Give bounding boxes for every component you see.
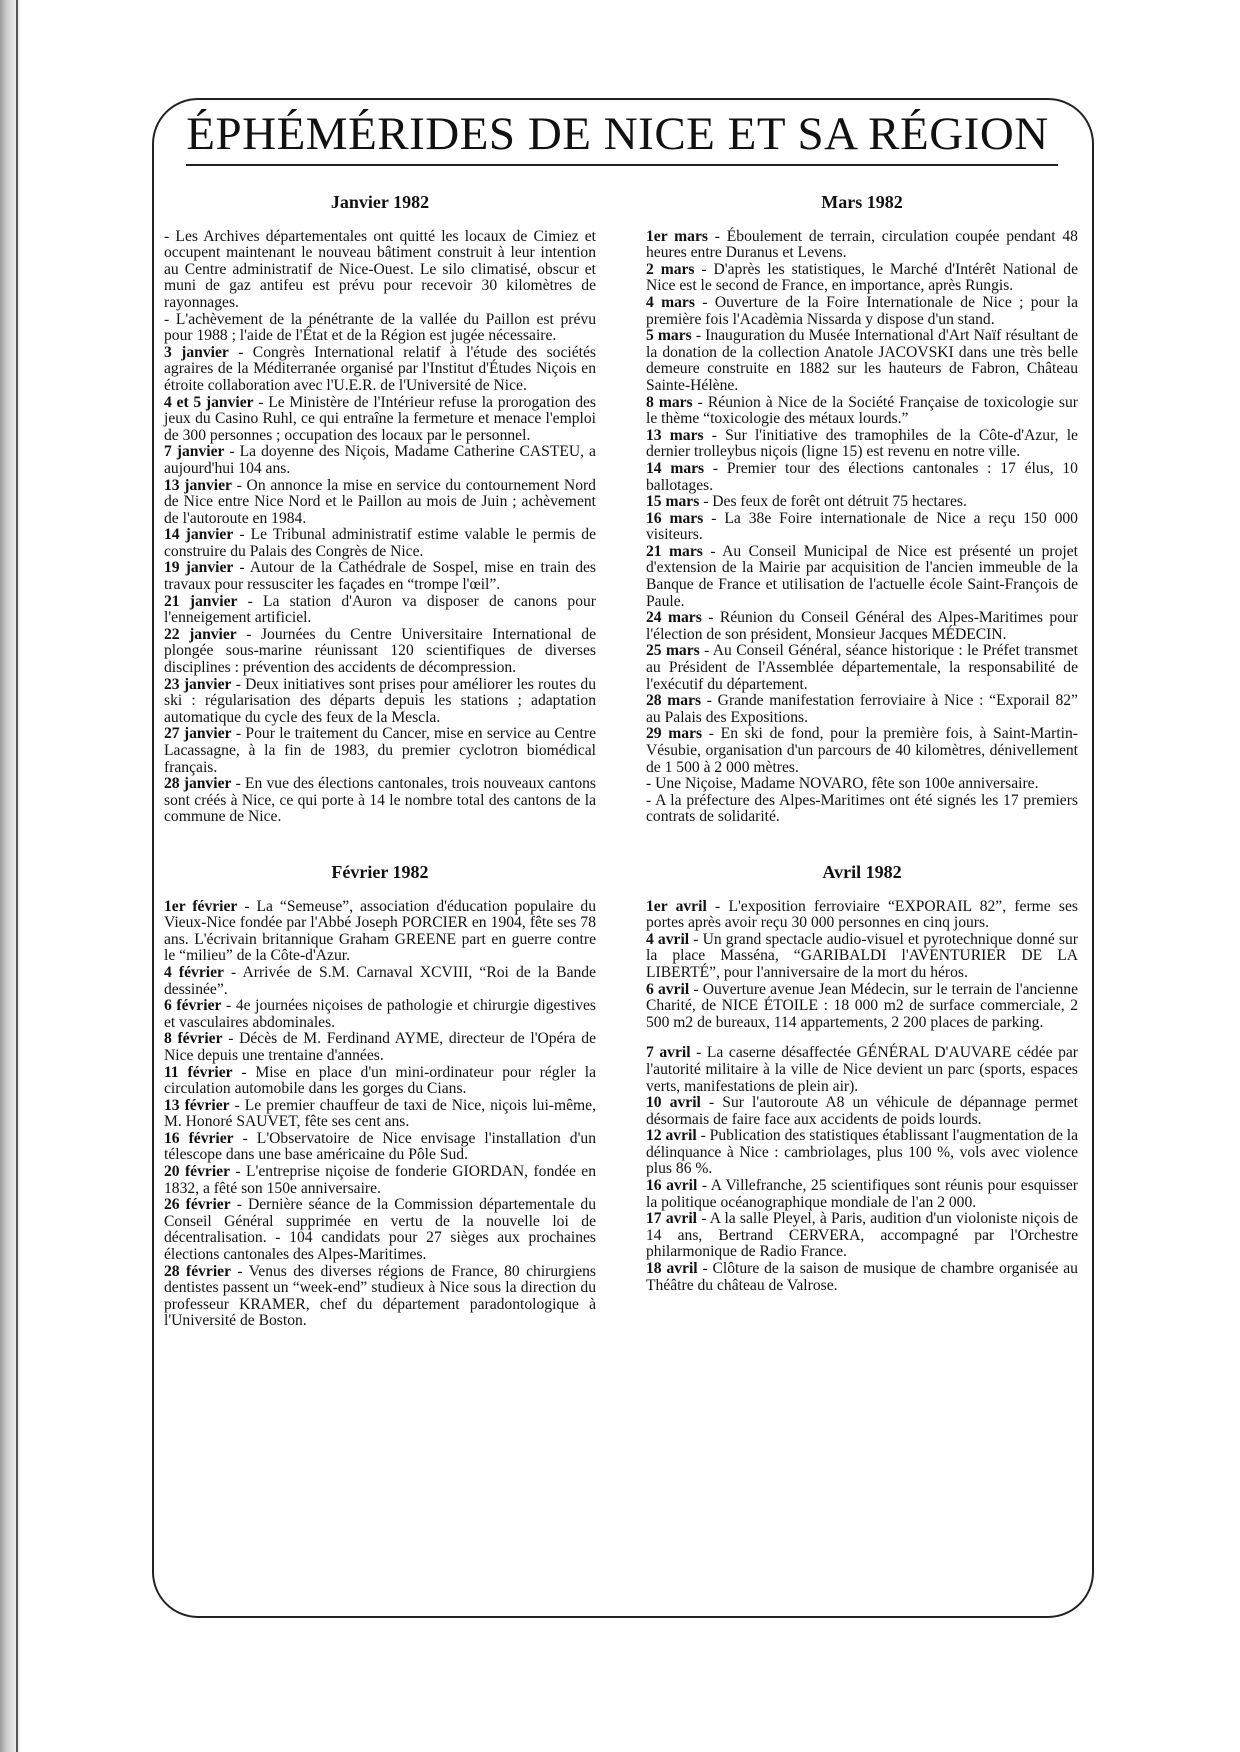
entry-text: - Décès de M. Ferdinand AYME, directeur de l'Opéra de Nice depuis une trentaine d'années. — [164, 1030, 597, 1064]
entry-text: - Ouverture avenue Jean Médecin, sur le terrain de l'ancienne Charité, de NICE ÉTOILE : 18 000 m2 de surface commerciale, 2 500 m2 de bureaux, 114 appartements, 2 200 places de parking. — [646, 980, 1078, 1031]
chronicle-entry — [646, 1211, 1078, 1261]
entry-text: - Venus des diverses régions de France, 80 chirurgiens dentistes passent un “week-end” studieux à Nice sous la direction du professeur KRAMER, chef du département paradontologique à l'Université de Boston. — [164, 1262, 596, 1330]
entry-text: - Un grand spectacle audio-visuel et pyrotechnique donné sur la place Masséna, “GARIBALDI l'AVENTURIER DE LA LIBERTÉ”, pour l'anniversaire de la mort du héros. — [646, 930, 1078, 981]
entry-date: 4 avril — [646, 930, 690, 948]
chronicle-entry — [646, 229, 1078, 262]
entry-date: 23 janvier — [164, 675, 232, 693]
entry-date: 5 mars — [646, 327, 692, 345]
entry-date: 15 mars — [646, 493, 700, 511]
page-binding-edge — [16, 0, 18, 1752]
entry-date: 21 janvier — [164, 592, 238, 610]
month-heading: Avril 1982 — [822, 861, 902, 882]
entry-date: 19 janvier — [164, 559, 234, 577]
chronicle-entry — [646, 494, 1078, 511]
entry-date: 12 avril — [646, 1127, 697, 1145]
chronicle-entry — [164, 726, 596, 776]
entry-text: - Mise en place d'un mini-ordinateur pour régler la circulation automobile dans les gorges du Cians. — [164, 1063, 596, 1098]
entry-date: 10 avril — [646, 1094, 701, 1112]
entry-text: - L'achèvement de la pénétrante de la vallée du Paillon est prévu pour 1988 ; l'aide de l'État et de la Région est jugée nécessaire. — [164, 310, 596, 345]
entry-date: 7 avril — [646, 1044, 691, 1062]
entry-text: - L'entreprise niçoise de fonderie GIORDAN, fondée en 1832, a fêté son 150e anniversaire. — [164, 1163, 597, 1197]
chronicle-entry — [646, 793, 1078, 826]
chronicle-entry — [646, 1095, 1078, 1128]
entry-date: 6 février — [164, 997, 222, 1015]
entry-text: - La 38e Foire internationale de Nice a reçu 150 000 visiteurs. — [646, 509, 1078, 544]
entry-date: 27 janvier — [164, 725, 232, 743]
chronicle-entry — [164, 444, 596, 477]
entry-text: - A la salle Pleyel, à Paris, audition d'un violoniste niçois de 14 ans, Bertrand CERVERA, accompagné par l'Orchestre philarmonique de Radio France. — [646, 1210, 1078, 1261]
chronicle-entry — [164, 527, 596, 560]
entry-text: - Congrès International relatif à l'étude des sociétés agraires de la Méditerranée organisé par l'Institut d'Études Niçois en étroite collaboration avec l'U.E.R. de l'Université de Nice. — [164, 343, 596, 394]
entry-date: 26 février — [164, 1196, 231, 1214]
entry-text: - Au Conseil Municipal de Nice est présenté un projet d'extension de la Mairie par acquisition de l'ancien immeuble de la Banque de France et utilisation de l'actuelle école Saint-François de Paule. — [646, 542, 1078, 610]
entry-text: - La station d'Auron va disposer de canons pour l'enneigement artificiel. — [164, 592, 596, 627]
chronicle-entry — [646, 932, 1078, 982]
entry-date: 1er février — [164, 897, 238, 915]
chronicle-entry — [164, 1197, 596, 1263]
entry-text: - Au Conseil Général, séance historique : le Préfet transmet au Président de l'Assemblée départementale, la responsabilité de l'exécutif du département. — [646, 642, 1078, 693]
chronicle-entry — [646, 1045, 1078, 1095]
entry-text: - Le premier chauffeur de taxi de Nice, niçois lui-même, M. Honoré SAUVET, fête ses cent ans. — [164, 1096, 596, 1131]
entry-text: - Réunion du Conseil Général des Alpes-Maritimes pour l'élection de son président, Monsieur Jacques MÉDECIN. — [646, 609, 1078, 643]
entry-text: - Éboulement de terrain, circulation coupée pendant 48 heures entre Duranus et Levens. — [646, 227, 1078, 262]
entry-date: 16 avril — [646, 1177, 698, 1195]
entry-text: - Journées du Centre Universitaire International de plongée sous-marine réunissant 120 scientifiques de diverses disciplines : prévention des accidents de décompression. — [164, 625, 596, 677]
entry-text: - Deux initiatives sont prises pour améliorer les routes du ski : régularisation des départs depuis les stations ; adaptation automatique du cycle des feux de la Mescla. — [164, 675, 596, 726]
entry-text: - Arrivée de S.M. Carnaval XCVIII, “Roi de la Bande dessinée”. — [164, 963, 596, 998]
chronicle-entry — [164, 627, 596, 677]
left-column — [164, 194, 596, 1330]
entry-date: 1er mars — [646, 227, 708, 245]
entry-date: 2 mars — [646, 260, 695, 278]
entry-text: - Le Tribunal administratif estime valable le permis de construire du Palais des Congrès de Nice. — [164, 526, 596, 560]
entry-date: 28 janvier — [164, 775, 232, 793]
chronicle-entry — [164, 998, 596, 1031]
entry-date: 24 mars — [646, 609, 702, 627]
month-heading: Mars 1982 — [821, 192, 903, 212]
section-spacer — [164, 826, 596, 864]
chronicle-entry — [164, 677, 596, 727]
chronicle-entry — [164, 345, 596, 395]
entry-date: 6 avril — [646, 980, 690, 998]
chronicle-entry — [646, 776, 1078, 793]
chronicle-entry — [646, 461, 1078, 494]
chronicle-entry — [646, 428, 1078, 461]
entry-text: - 4e journées niçoises de pathologie et chirurgie digestives et vasculaires abdominales. — [164, 997, 596, 1031]
entry-date: 7 janvier — [164, 443, 225, 461]
chronicle-entry — [646, 262, 1078, 295]
entry-text: - Le Ministère de l'Intérieur refuse la prorogation des jeux du Casino Ruhl, ce qui entraîne la fermeture et menace l'emploi de 300 personnes ; occupation des locaux par le personnel. — [164, 393, 596, 444]
entry-text: - A la préfecture des Alpes-Maritimes ont été signés les 17 premiers contrats de solidarité. — [646, 791, 1078, 826]
chronicle-entry — [646, 982, 1078, 1032]
entry-text: - Une Niçoise, Madame NOVARO, fête son 100e anniversaire. — [646, 775, 1039, 793]
entry-text: - Sur l'initiative des tramophiles de la Côte-d'Azur, le dernier trolleybus niçois (ligne 15) est revenu en notre ville. — [646, 426, 1078, 461]
entry-text: - La “Semeuse”, association d'éducation populaire du Vieux-Nice fondée par l'Abbé Joseph PORCIER en 1904, fête ses 78 ans. L'écrivain britannique Graham GREENE part en guerre contre le “milieu” de la Côte-d'Azur. — [164, 897, 596, 965]
entry-date: 25 mars — [646, 642, 700, 660]
entry-text: - Sur l'autoroute A8 un véhicule de dépannage permet désormais de faire face aux accidents de poids lourds. — [646, 1094, 1078, 1128]
entry-text: - En ski de fond, pour la première fois, à Saint-Martin-Vésubie, organisation d'un parcours de 40 kilomètres, dénivellement de 1 500 à 2 000 mètres. — [646, 725, 1078, 776]
entry-date: 14 mars — [646, 459, 705, 477]
entry-date: 13 janvier — [164, 476, 232, 494]
entry-date: 3 janvier — [164, 343, 229, 361]
chronicle-entry — [646, 395, 1078, 428]
entry-text: - Premier tour des élections cantonales : 17 élus, 10 ballotages. — [646, 459, 1078, 494]
entry-date: 17 avril — [646, 1210, 698, 1228]
chronicle-entry — [164, 478, 596, 528]
chronicle-entry — [646, 1178, 1078, 1211]
chronicle-entry — [164, 594, 596, 627]
entry-text: - La doyenne des Niçois, Madame Catherine CASTEU, a aujourd'hui 104 ans. — [164, 443, 596, 477]
entry-date: 28 février — [164, 1262, 232, 1280]
entry-date: 4 mars — [646, 293, 695, 311]
entry-date: 14 janvier — [164, 526, 234, 544]
chronicle-entry — [646, 328, 1078, 394]
month-heading: Janvier 1982 — [330, 192, 430, 212]
entry-text: - Réunion à Nice de la Société Française de toxicologie sur le thème “toxicologie des métaux lourds.” — [646, 393, 1078, 428]
entry-date: 16 février — [164, 1129, 234, 1147]
chronicle-entry — [164, 1031, 596, 1064]
entry-date: 4 février — [164, 963, 224, 981]
entry-text: - Grande manifestation ferroviaire à Nice : “Exporail 82” au Palais des Expositions. — [646, 692, 1078, 726]
chronicle-entry — [646, 643, 1078, 693]
chronicle-entry — [164, 560, 596, 593]
entry-date: 21 mars — [646, 542, 703, 560]
page-title: ÉPHÉMÉRIDES DE NICE ET SA RÉGION — [186, 108, 1049, 160]
entry-text: - Les Archives départementales ont quitté les locaux de Cimiez et occupent maintenant le nouveau bâtiment construit à leur intention au Centre administratif de Nice-Ouest. Le silo climatisé, obscur et muni de gaz antifeu est prévu pour recevoir 30 kilomètres de rayonnages. — [164, 227, 596, 311]
entry-text: - Publication des statistiques établissant l'augmentation de la délinquance à Nice : cambriolages, plus 100 %, vols avec violence plus 86 %. — [646, 1127, 1079, 1178]
entry-text: - A Villefranche, 25 scientifiques sont réunis pour esquisser la politique océanographique mondiale de l'an 2 000. — [646, 1177, 1078, 1211]
entry-date: 29 mars — [646, 725, 703, 743]
entry-text: - L'Observatoire de Nice envisage l'installation d'un télescope dans une base américaine du Pôle Sud. — [164, 1129, 596, 1164]
entry-text: - Pour le traitement du Cancer, mise en service au Centre Lacassagne, à la fin de 1983, du premier cyclotron biomédical français. — [164, 725, 596, 776]
right-column — [646, 194, 1078, 1294]
entry-text: - Clôture de la saison de musique de chambre organisée au Théâtre du château de Valrose. — [646, 1260, 1078, 1294]
chronicle-entry — [164, 229, 596, 312]
chronicle-entry — [646, 726, 1078, 776]
entry-text: - Des feux de forêt ont détruit 75 hectares. — [703, 493, 967, 511]
entry-text: - Dernière séance de la Commission départementale du Conseil Général supprimée en vertu de la nouvelle loi de décentralisation. - 104 candidats pour 27 sièges aux prochaines élections cantonales des Alpes-Maritimes. — [164, 1196, 597, 1264]
chronicle-entry — [164, 1164, 596, 1197]
entry-text: - La caserne désaffectée GÉNÉRAL D'AUVARE cédée par l'autorité militaire à la ville de Nice devient un parc (sports, espaces verts, manifestations de plein air). — [646, 1044, 1078, 1095]
entry-date: 20 février — [164, 1163, 231, 1181]
month-heading: Février 1982 — [331, 861, 429, 882]
chronicle-entry — [164, 1131, 596, 1164]
entry-date: 22 janvier — [164, 625, 237, 643]
entry-date: 1er avril — [646, 897, 707, 915]
entry-date: 8 février — [164, 1030, 223, 1048]
entry-date: 13 mars — [646, 426, 704, 444]
chronicle-entry — [646, 899, 1078, 932]
chronicle-entry — [164, 776, 596, 826]
entry-text: - En vue des élections cantonales, trois nouveaux cantons sont créés à Nice, ce qui porte à 14 le nombre total des cantons de la commune de Nice. — [164, 775, 596, 826]
chronicle-entry — [164, 1098, 596, 1131]
entry-date: 4 et 5 janvier — [164, 393, 254, 411]
entry-text: - L'exposition ferroviaire “EXPORAIL 82”, ferme ses portes après avoir reçu 30 000 personnes en cinq jours. — [646, 897, 1078, 932]
entry-text: - On annonce la mise en service du contournement Nord de Nice entre Nice Nord et le Paillon au mois de Juin ; achèvement de l'autoroute en 1984. — [164, 476, 596, 527]
chronicle-entry — [164, 1065, 596, 1098]
entry-date: 11 février — [164, 1063, 233, 1081]
entry-date: 18 avril — [646, 1260, 698, 1278]
chronicle-entry — [646, 693, 1078, 726]
chronicle-entry — [646, 544, 1078, 610]
chronicle-entry — [164, 965, 596, 998]
chronicle-entry — [646, 1261, 1078, 1294]
entry-text: - Autour de la Cathédrale de Sospel, mise en train des travaux pour ressusciter les façades en “trompe l'œil”. — [164, 559, 596, 594]
entry-date: 8 mars — [646, 393, 693, 411]
page-binding-shadow — [0, 0, 22, 1752]
entry-text: - Inauguration du Musée International d'Art Naïf résultant de la donation de la collection Anatole JACOVSKI dans une très belle demeure construite en 1882 sur les hauteurs de Fabron, Château Sainte-Hélène. — [646, 327, 1078, 394]
entry-date: 16 mars — [646, 509, 704, 527]
chronicle-entry — [164, 312, 596, 345]
entry-text: - D'après les statistiques, le Marché d'Intérêt National de Nice est le second de France, en importance, après Rungis. — [646, 260, 1078, 295]
chronicle-entry — [646, 1128, 1078, 1178]
chronicle-entry — [164, 395, 596, 445]
chronicle-entry — [164, 1264, 596, 1330]
entry-date: 13 février — [164, 1096, 230, 1114]
chronicle-entry — [646, 511, 1078, 544]
chronicle-entry — [646, 610, 1078, 643]
chronicle-entry — [646, 295, 1078, 328]
section-spacer — [646, 826, 1078, 864]
entry-text: - Ouverture de la Foire Internationale de Nice ; pour la première fois l'Acadèmia Nissarda y dispose d'un stand. — [646, 293, 1078, 328]
title-rule — [186, 164, 1058, 166]
chronicle-entry — [164, 899, 596, 965]
entry-date: 28 mars — [646, 692, 702, 710]
